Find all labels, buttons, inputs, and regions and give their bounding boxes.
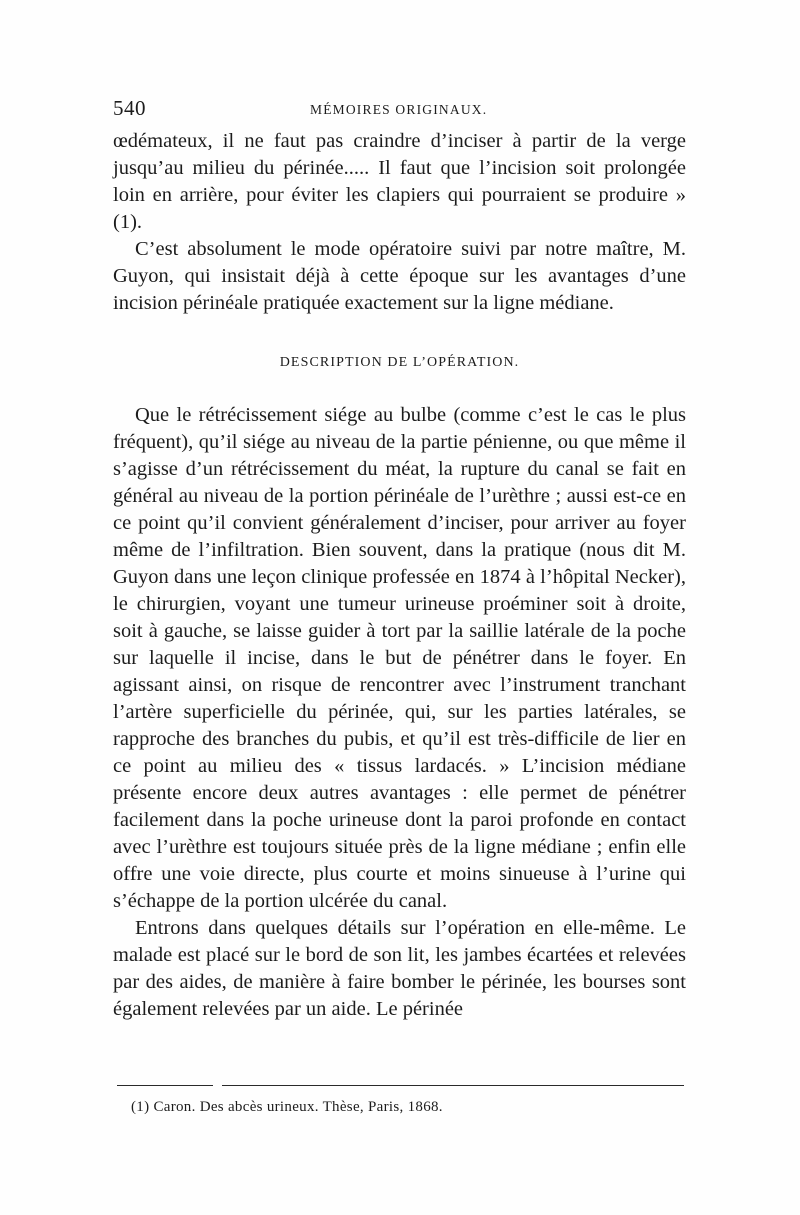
footnote-rule-long xyxy=(222,1085,684,1086)
footnote-rule-short xyxy=(117,1085,213,1086)
footnote: (1) Caron. Des abcès urineux. Thèse, Paris, 1868. xyxy=(131,1099,443,1115)
text-block-bottom xyxy=(113,402,686,1023)
paragraph-retrecissement: Que le rétrécissement siége au bulbe (comme c’est le cas le plus fréquent), qu’il siége au niveau de la partie pénienne, ou que même il s’agisse d’un rétrécissement du méat, la rupture du canal se fait en général au niveau de la portion périnéale de l’urèthre ; aussi est-ce en ce point qu’il convient généralement d’inciser, pour arriver au foyer même de l’infiltration. Bien souvent, dans la pratique (nous dit M. Guyon dans une leçon clinique professée en 1874 à l’hôpital Necker), le chirurgien, voyant une tumeur urineuse proéminer soit à droite, soit à gauche, se laisse guider à tort par la saillie latérale de la poche sur laquelle il incise, dans le but de pénétrer dans le foyer. En agissant ainsi, on risque de rencontrer avec l’instrument tranchant l’artère superficielle du périnée, qui, sur les parties latérales, se rapproche des branches du pubis, et qu’il est très-difficile de lier en ce point au milieu des « tissus lardacés. » L’incision médiane présente encore deux autres avantages : elle permet de pénétrer facilement dans la poche urineuse dont la paroi profonde en contact avec l’urèthre est toujours située près de la ligne médiane ; enfin elle offre une voie directe, plus courte et moins sinueuse à l’urine qui s’échappe de la portion ulcérée du canal. xyxy=(113,404,686,912)
section-heading: DESCRIPTION DE L’OPÉRATION. xyxy=(279,355,520,370)
paragraph-entrons: Entrons dans quelques détails sur l’opération en elle-même. Le malade est placé sur le bord de son lit, les jambes écartées et relevées par des aides, de manière à faire bomber le périnée, les bourses sont également relevées par un aide. Le périnée xyxy=(113,917,686,1020)
page-number: 540 xyxy=(113,96,146,120)
text-block-top xyxy=(113,128,686,317)
running-head xyxy=(113,96,688,122)
paragraph-continuation: œdémateux, il ne faut pas craindre d’inciser à partir de la verge jusqu’au milieu du périnée..... Il faut que l’incision soit prolongée loin en arrière, pour éviter les clapiers qui pourraient se produire » (1). xyxy=(113,130,686,233)
running-title: MÉMOIRES ORIGINAUX. xyxy=(310,102,488,117)
paragraph-mode-operatoire: C’est absolument le mode opératoire suivi par notre maître, M. Guyon, qui insistait déjà à cette époque sur les avantages d’une incision périnéale pratiquée exactement sur la ligne médiane. xyxy=(113,238,686,314)
